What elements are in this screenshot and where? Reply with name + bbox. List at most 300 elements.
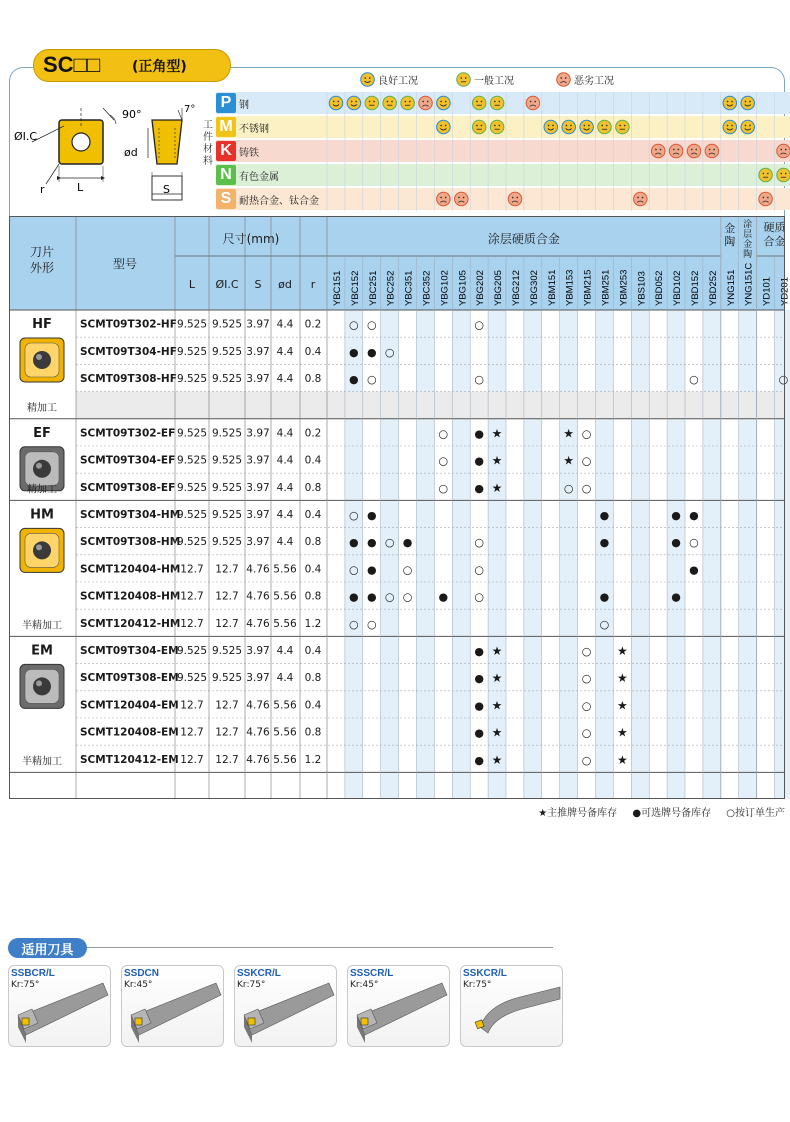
grade-header-ybg302: YBG302	[528, 270, 540, 306]
dim-cell-L: 9.525	[176, 536, 208, 549]
availability-mark: ●	[474, 699, 484, 713]
grade-header-ybm251: YBM251	[600, 269, 612, 306]
dim-cell-L: 12.7	[180, 726, 204, 739]
dim-cell-ic: 9.525	[211, 345, 243, 358]
dim-cell-d: 5.56	[273, 563, 297, 576]
dim-cell-d: 4.4	[276, 645, 294, 657]
tool-name: SSDCN	[124, 968, 160, 979]
dim-cell-S: 3.97	[246, 672, 270, 685]
dim-cell-S: 3.97	[246, 481, 270, 494]
availability-mark: ★	[491, 698, 503, 713]
group-code-hf: HF	[32, 317, 52, 332]
dim-cell-ic: 9.525	[211, 509, 243, 521]
good-face-icon	[741, 120, 755, 134]
availability-mark: ○	[778, 373, 789, 386]
legend-bad	[556, 72, 614, 87]
finish-label: 半精加工	[22, 620, 62, 632]
grade-header-ybc351: YBC351	[403, 270, 415, 306]
bad-face-icon	[669, 144, 683, 158]
dim-cell-ic: 9.525	[211, 454, 243, 467]
series-subtitle: (正角型)	[132, 59, 187, 75]
grade-header-ybc152: YBC152	[349, 270, 361, 306]
dim-cell-r: 0.8	[304, 481, 322, 494]
insert-hm-icon	[20, 528, 64, 572]
finish-label: 精加工	[27, 402, 57, 414]
dim-cell-S: 4.76	[246, 563, 270, 576]
coated-cermet-header: 金	[743, 240, 753, 250]
material-name: 不锈钢	[239, 123, 269, 135]
dim-cell-S: 4.76	[246, 617, 270, 630]
dim-cell-d: 5.56	[273, 699, 297, 712]
bad-face-icon	[777, 144, 790, 158]
bad-face-icon	[759, 192, 773, 206]
availability-mark: ●	[474, 753, 484, 767]
dim-cell-d: 4.4	[276, 536, 294, 549]
tool-card-4	[460, 965, 563, 1047]
availability-mark: ○	[384, 536, 395, 550]
dim-cell-L: 12.7	[180, 753, 204, 766]
dim-cell-S: 3.97	[246, 318, 270, 331]
availability-mark: ○	[438, 454, 449, 468]
normal-face-icon	[598, 120, 612, 134]
dim-header-2: S	[254, 278, 262, 291]
bad-face-icon	[508, 192, 522, 206]
dim-cell-S: 4.76	[246, 590, 270, 603]
dim-cell-ic: 9.525	[211, 318, 243, 331]
availability-mark: ○	[349, 563, 359, 577]
dim-cell-L: 12.7	[180, 590, 204, 603]
availability-mark: ●	[366, 590, 377, 604]
material-letter: S	[216, 189, 236, 209]
dim-cell-r: 0.4	[304, 345, 322, 358]
material-row-p	[216, 92, 327, 114]
dim-cell-S: 3.97	[246, 509, 270, 521]
carbide-header: 硬质	[763, 221, 786, 234]
dim-cell-d: 5.56	[273, 753, 297, 766]
tool-angle: Kr:45°	[124, 980, 153, 990]
dim-cell-r: 0.8	[304, 590, 322, 603]
dim-cell-S: 4.76	[246, 699, 270, 712]
availability-mark: ●	[671, 536, 681, 550]
availability-mark: ●	[366, 536, 377, 550]
finish-label: 精加工	[27, 484, 57, 496]
grade-header-ybm253: YBM253	[618, 269, 630, 306]
dim-cell-L: 9.525	[176, 454, 208, 467]
dim-cell-ic: 9.525	[211, 536, 243, 549]
dim-cell-r: 0.4	[304, 645, 322, 657]
model-cell: SCMT120404-HM	[80, 563, 181, 576]
material-letter: M	[216, 117, 236, 137]
normal-face-icon	[490, 120, 504, 134]
dim-cell-r: 0.4	[304, 699, 322, 712]
availability-mark: ●	[349, 373, 359, 386]
grade-header-ybc252: YBC252	[385, 270, 397, 306]
dim-cell-L: 9.525	[176, 345, 208, 358]
availability-mark: ●	[349, 536, 359, 550]
dim-cell-S: 3.97	[246, 454, 270, 467]
availability-mark: ★	[491, 426, 503, 441]
availability-mark: ★	[616, 644, 628, 658]
availability-mark: ○	[689, 373, 699, 386]
dim-cell-ic: 12.7	[215, 617, 239, 630]
grade-header-ybc251: YBC251	[367, 270, 379, 306]
tool-name: SSKCR/L	[463, 968, 507, 979]
dim-cell-S: 4.76	[246, 726, 270, 739]
angle-7-label: 7°	[184, 104, 196, 115]
dim-cell-S: 3.97	[246, 536, 270, 549]
good-face-icon	[437, 120, 451, 134]
normal-face-icon	[616, 120, 630, 134]
coated-cermet-header: 层	[743, 230, 753, 240]
availability-mark: ○	[581, 699, 592, 713]
material-name: 有色金属	[239, 171, 279, 183]
dim-cell-r: 0.4	[304, 563, 322, 576]
grade-header-ybg105: YBG105	[457, 270, 469, 306]
availability-mark: ●	[671, 509, 681, 522]
model-cell: SCMT09T308-EM	[80, 672, 179, 685]
dim-cell-d: 4.4	[276, 318, 294, 331]
availability-mark: ★	[491, 453, 503, 468]
dim-header-3: ød	[278, 278, 292, 291]
legend-normal	[456, 72, 514, 87]
model-cell: SCMT120408-EM	[80, 726, 179, 739]
model-cell: SCMT09T304-EF	[80, 454, 176, 467]
model-cell: SCMT09T304-HF	[80, 345, 177, 358]
dim-cell-ic: 9.525	[211, 427, 243, 440]
dim-cell-r: 0.8	[304, 536, 322, 549]
dim-cell-d: 4.4	[276, 345, 294, 358]
good-face-icon	[562, 120, 576, 134]
dim-cell-ic: 9.525	[211, 481, 243, 494]
dim-cell-d: 5.56	[273, 590, 297, 603]
good-face-icon	[580, 120, 594, 134]
availability-mark: ○	[438, 427, 449, 441]
availability-mark: ●	[366, 509, 377, 522]
tool-card-0	[8, 965, 111, 1047]
dim-cell-L: 9.525	[176, 509, 208, 521]
material-row-s	[216, 188, 327, 210]
coated-cermet-header: 陶	[743, 250, 753, 260]
dim-cell-L: 9.525	[176, 645, 208, 657]
carbide-header: 合金	[763, 235, 786, 248]
model-cell: SCMT09T308-EF	[80, 481, 176, 494]
availability-mark: ○	[366, 373, 377, 386]
availability-mark: ★	[491, 671, 503, 686]
applicable-tools-title: 适用刀具	[8, 938, 87, 958]
tool-name: SSKCR/L	[237, 968, 281, 979]
grade-table-svg	[9, 216, 790, 799]
material-row-m	[216, 116, 327, 138]
availability-mark: ○	[474, 536, 484, 550]
footnote-filled: ●可选牌号备库存	[632, 808, 712, 819]
availability-mark: ○	[402, 563, 413, 577]
dim-cell-d: 5.56	[273, 726, 297, 739]
dim-cell-ic: 12.7	[215, 726, 239, 739]
availability-mark: ○	[581, 481, 592, 495]
grade-header-ybs103: YBS103	[636, 271, 648, 306]
availability-mark: ○	[384, 590, 395, 604]
dim-cell-r: 0.2	[304, 427, 322, 440]
dim-cell-r: 0.8	[304, 726, 322, 739]
availability-mark: ●	[474, 645, 484, 658]
availability-mark: ★	[491, 480, 503, 495]
availability-mark: ★	[563, 426, 575, 441]
availability-mark: ○	[349, 318, 359, 332]
grade-header-ybg102: YBG102	[439, 270, 451, 306]
material-name: 钢	[239, 99, 249, 111]
tool-angle: Kr:75°	[11, 980, 40, 990]
material-letter: K	[216, 141, 236, 161]
bad-face-icon	[419, 96, 433, 110]
dimensions-header: 尺寸(mm)	[222, 232, 280, 246]
cermet-header: 金	[724, 222, 736, 235]
normal-face-icon	[383, 96, 397, 110]
dim-cell-r: 0.4	[304, 454, 322, 467]
availability-mark: ●	[366, 345, 377, 359]
dim-cell-ic: 9.525	[211, 672, 243, 685]
radius-label: r	[40, 183, 45, 196]
bad-face-icon	[455, 192, 469, 206]
footnote-open: ○按订单生产	[726, 808, 785, 819]
availability-mark: ○	[474, 563, 484, 577]
footnote-star: ★主推牌号备库存	[538, 808, 618, 819]
availability-mark: ○	[563, 481, 574, 495]
shape-header: 外形	[29, 261, 55, 275]
dim-cell-S: 4.76	[246, 753, 270, 766]
dim-cell-S: 3.97	[246, 345, 270, 358]
availability-mark: ●	[402, 536, 413, 550]
availability-mark: ★	[491, 752, 503, 767]
grade-header-yng151: YNG151	[725, 269, 737, 306]
tool-angle: Kr:75°	[463, 980, 492, 990]
availability-mark: ○	[366, 617, 377, 631]
coated-cermet-header: 涂	[743, 220, 753, 230]
material-letter: P	[216, 93, 236, 113]
dim-cell-ic: 9.525	[211, 373, 243, 385]
marks-footnote	[526, 804, 785, 819]
normal-face-icon	[472, 120, 486, 134]
dim-header-1: ØI.C	[215, 278, 239, 291]
tool-name: SSSCR/L	[350, 968, 394, 979]
bad-face-icon	[634, 192, 648, 206]
availability-mark: ●	[689, 563, 699, 577]
availability-mark: ●	[474, 481, 484, 495]
availability-mark: ★	[616, 725, 628, 740]
availability-mark: ○	[474, 590, 484, 604]
availability-mark: ●	[474, 726, 484, 740]
dim-cell-L: 9.525	[176, 481, 208, 494]
availability-mark: ○	[581, 454, 592, 468]
grade-header-ybc151: YBC151	[331, 270, 343, 306]
material-row-n	[216, 164, 327, 186]
workpiece-material-label: 工件材料	[203, 120, 213, 167]
group-code-ef: EF	[33, 425, 51, 441]
bad-face-icon	[556, 72, 571, 87]
model-cell: SCMT120404-EM	[80, 699, 179, 712]
dim-header-0: L	[188, 278, 196, 291]
dim-cell-d: 4.4	[276, 427, 294, 440]
dim-cell-d: 4.4	[276, 373, 294, 385]
grade-header-yd101: YD101	[761, 276, 773, 306]
normal-face-icon	[759, 168, 773, 182]
dim-cell-L: 9.525	[176, 672, 208, 685]
model-cell: SCMT09T304-HM	[80, 509, 181, 521]
tool-name: SSBCR/L	[11, 968, 55, 979]
legend-label: 一般工况	[474, 76, 514, 87]
availability-mark: ○	[689, 536, 699, 550]
normal-face-icon	[401, 96, 415, 110]
insert-side-view	[152, 120, 182, 164]
availability-mark: ○	[599, 617, 610, 631]
coated-carbide-header: 涂层硬质合金	[487, 232, 560, 246]
dim-cell-ic: 12.7	[215, 563, 239, 576]
dim-cell-r: 1.2	[304, 617, 322, 630]
tool-angle: Kr:75°	[237, 980, 266, 990]
grade-header-ybd252: YBD252	[707, 270, 719, 306]
good-face-icon	[347, 96, 361, 110]
availability-mark: ○	[349, 509, 359, 522]
good-face-icon	[329, 96, 343, 110]
group-code-hm: HM	[30, 507, 54, 523]
grade-header-ybm215: YBM215	[582, 269, 594, 306]
availability-mark: ●	[438, 590, 449, 604]
suitability-grid	[327, 91, 785, 211]
grade-header-ybm153: YBM153	[564, 269, 576, 306]
dim-cell-ic: 12.7	[215, 699, 239, 712]
availability-mark: ○	[581, 672, 592, 686]
bad-face-icon	[705, 144, 719, 158]
insert-dimension-diagram	[12, 98, 202, 213]
good-face-icon	[544, 120, 558, 134]
bad-face-icon	[651, 144, 665, 158]
model-header: 型号	[112, 257, 138, 271]
grade-header-ybd052: YBD052	[654, 270, 666, 306]
grade-header-yd201: YD201	[779, 276, 790, 306]
availability-mark: ●	[599, 590, 610, 604]
insert-em-icon	[20, 664, 64, 708]
normal-face-icon	[365, 96, 379, 110]
dim-cell-r: 0.8	[304, 373, 322, 385]
model-cell: SCMT120408-HM	[80, 590, 181, 603]
model-cell: SCMT09T302-EF	[80, 427, 176, 440]
dim-cell-r: 0.8	[304, 672, 322, 685]
length-label: L	[77, 181, 84, 194]
availability-mark: ○	[581, 427, 592, 441]
availability-mark: ○	[581, 645, 592, 658]
availability-mark: ○	[438, 481, 449, 495]
legend-good	[360, 72, 418, 87]
availability-mark: ○	[384, 345, 395, 359]
series-title: SC□□	[43, 52, 101, 77]
availability-mark: ○	[581, 726, 592, 740]
cermet-header: 陶	[724, 235, 736, 248]
model-cell: SCMT120412-HM	[80, 617, 181, 630]
material-name: 铸铁	[239, 147, 259, 159]
availability-mark: ○	[581, 753, 592, 767]
availability-mark: ●	[474, 672, 484, 686]
availability-mark: ○	[349, 617, 359, 631]
dim-cell-d: 4.4	[276, 509, 294, 521]
group-code-em: EM	[31, 643, 53, 659]
dim-cell-S: 3.97	[246, 427, 270, 440]
tool-card-2	[234, 965, 337, 1047]
grade-header-yng151c: YNG151C	[743, 262, 755, 306]
dim-cell-L: 12.7	[180, 563, 204, 576]
dim-cell-S: 3.97	[246, 645, 270, 657]
availability-mark: ★	[616, 698, 628, 713]
dim-cell-L: 12.7	[180, 699, 204, 712]
dim-cell-ic: 12.7	[215, 590, 239, 603]
grade-header-ybd152: YBD152	[689, 270, 701, 306]
availability-mark: ○	[366, 318, 377, 332]
dim-cell-r: 1.2	[304, 753, 322, 766]
dim-cell-ic: 9.525	[211, 645, 243, 657]
grade-table	[9, 216, 790, 799]
model-cell: SCMT09T302-HF	[80, 318, 177, 331]
availability-mark: ★	[616, 752, 628, 767]
tool-card-3	[347, 965, 450, 1047]
material-letter: N	[216, 165, 236, 185]
normal-face-icon	[490, 96, 504, 110]
grade-header-ybm151: YBM151	[546, 269, 558, 306]
dim-cell-L: 9.525	[176, 427, 208, 440]
material-row-k	[216, 140, 327, 162]
grade-header-ybd102: YBD102	[672, 270, 684, 306]
grade-header-ybc352: YBC352	[421, 270, 433, 306]
model-cell: SCMT09T304-EM	[80, 645, 179, 657]
grade-header-ybg212: YBG212	[510, 270, 522, 306]
legend-label: 良好工况	[378, 76, 418, 87]
model-cell: SCMT09T308-HM	[80, 536, 181, 549]
grade-header-ybg205: YBG205	[493, 270, 505, 306]
bad-face-icon	[687, 144, 701, 158]
material-name: 耐热合金、钛合金	[239, 195, 319, 207]
availability-mark: ●	[349, 345, 359, 359]
availability-mark: ○	[474, 318, 484, 332]
availability-mark: ○	[402, 590, 413, 604]
availability-mark: ○	[474, 373, 484, 386]
good-face-icon	[723, 96, 737, 110]
shape-header: 刀片	[29, 245, 55, 259]
normal-face-icon	[456, 72, 471, 87]
availability-mark: ●	[474, 427, 484, 441]
dim-cell-d: 4.4	[276, 672, 294, 685]
dim-cell-L: 9.525	[176, 373, 208, 385]
insert-hole	[72, 133, 90, 151]
tools-divider	[87, 947, 553, 948]
dim-cell-d: 4.4	[276, 454, 294, 467]
bore-diameter-label: ød	[124, 146, 138, 159]
dim-cell-L: 9.525	[176, 318, 208, 331]
availability-mark: ●	[349, 590, 359, 604]
availability-mark: ●	[474, 454, 484, 468]
availability-mark: ★	[563, 453, 575, 468]
finish-label: 半精加工	[22, 756, 62, 768]
good-face-icon	[437, 96, 451, 110]
dim-header-4: r	[310, 278, 316, 291]
tool-card-1	[121, 965, 224, 1047]
thickness-label: S	[163, 183, 170, 196]
bad-face-icon	[526, 96, 540, 110]
availability-mark: ●	[366, 563, 377, 577]
dim-cell-L: 12.7	[180, 617, 204, 630]
model-cell: SCMT09T308-HF	[80, 373, 177, 385]
insert-hf-icon	[20, 338, 64, 382]
availability-mark: ●	[689, 509, 699, 522]
availability-mark: ●	[599, 509, 610, 522]
dim-cell-d: 5.56	[273, 617, 297, 630]
angle-90-label: 90°	[122, 108, 142, 121]
